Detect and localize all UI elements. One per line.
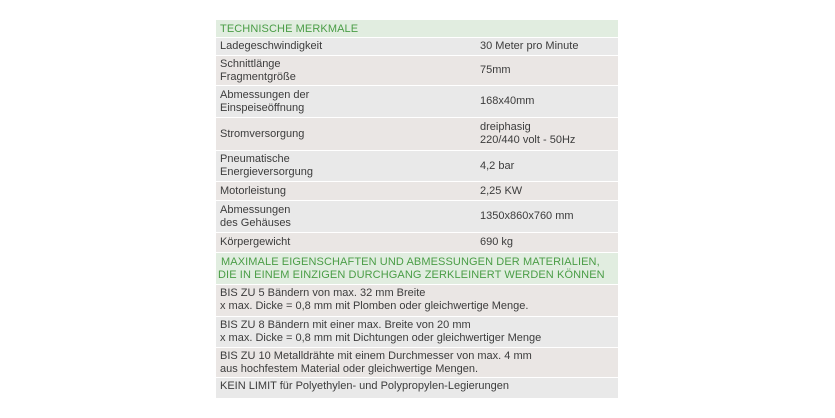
spec-row-pneumatic-supply (216, 151, 618, 182)
spec-value: 1350x860x760 mm (480, 210, 574, 222)
technical-features-header (216, 20, 618, 38)
spec-label: Motorleistung (220, 184, 287, 197)
capacity-row-wires-10: BIS ZU 10 Metalldrähte mit einem Durchmesser von max. 4 mm aus hochfestem Material oder gleichwertige Mengen. (216, 348, 618, 378)
spec-value: 2,25 KW (480, 184, 523, 197)
max-properties-title-line-1: MAXIMALE EIGENSCHAFTEN UND ABMESSUNGEN DER MATERIALIEN, (221, 256, 600, 268)
capacity-row-bands-8: BIS ZU 8 Bändern mit einer max. Breite von 20 mm x max. Dicke = 0,8 mm mit Dichtungen oder gleichwertiger Menge (216, 317, 618, 348)
max-properties-title-line-2: DIE IN EINEM EINZIGEN DURCHGANG ZERKLEINERT WERDEN KÖNNEN (218, 269, 605, 281)
spec-label: Stromversorgung (220, 127, 305, 140)
spec-label: Körpergewicht (220, 236, 291, 248)
spec-row-body-weight (216, 233, 618, 253)
spec-value: 690 kg (480, 236, 514, 248)
spec-value: 4,2 bar (480, 159, 515, 172)
spec-row-power-supply (216, 118, 618, 151)
spec-label: Abmessungen des Gehäuses (220, 203, 291, 229)
spec-row-housing-dimensions (216, 201, 618, 233)
max-properties-header (216, 253, 618, 285)
spec-value: 75mm (480, 64, 511, 76)
technical-features-title: TECHNISCHE MERKMALE (220, 23, 359, 35)
spec-row-motor-power (216, 182, 618, 201)
spec-row-feed-opening (216, 86, 618, 118)
spec-label: Schnittlänge Fragmentgröße (220, 57, 296, 83)
spec-row-cut-length (216, 56, 618, 86)
spec-table (216, 20, 618, 399)
spec-label: Abmessungen der Einspeiseöffnung (220, 88, 310, 114)
spec-value: dreiphasig 220/440 volt - 50Hz (480, 121, 576, 146)
spec-label: Ladegeschwindigkeit (220, 40, 323, 52)
capacity-row-bands-5: BIS ZU 5 Bändern von max. 32 mm Breite x max. Dicke = 0,8 mm mit Plomben oder gleichwertige Menge. (216, 285, 618, 317)
spec-value: 168x40mm (480, 95, 535, 107)
spec-row-loading-speed (216, 38, 618, 56)
spec-label: Pneumatische Energieversorgung (220, 153, 313, 178)
capacity-row-no-limit: KEIN LIMIT für Polyethylen- und Polypropylen-Legierungen (216, 378, 618, 399)
spec-value: 30 Meter pro Minute (480, 40, 579, 52)
